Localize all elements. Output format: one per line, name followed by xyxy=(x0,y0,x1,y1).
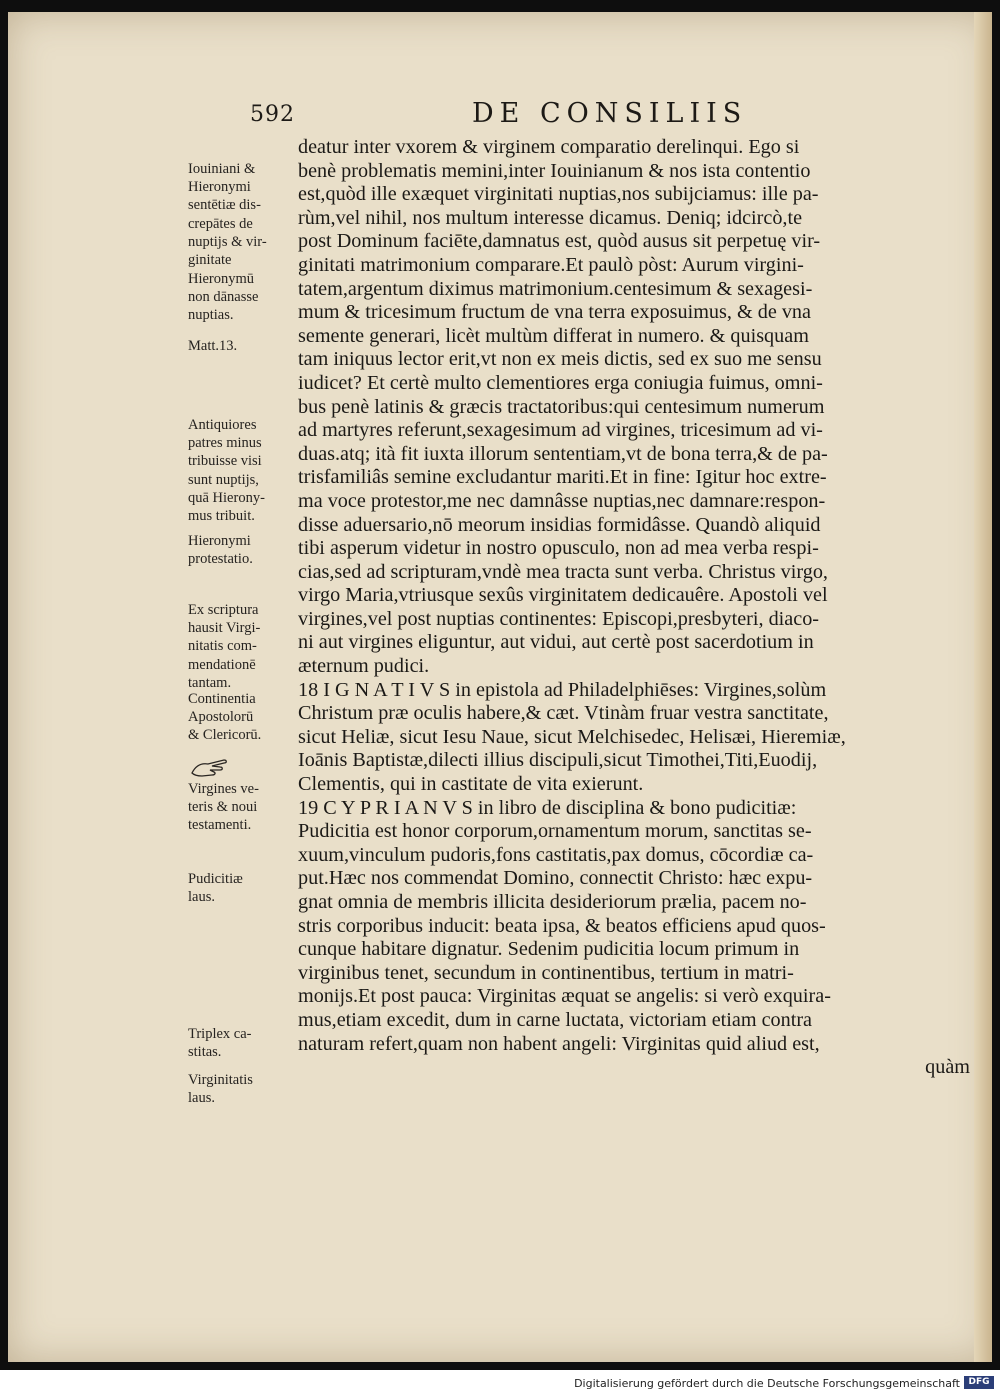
text-line: sicut Heliæ, sicut Iesu Naue, sicut Melchisedec, Helisæi, Hieremiæ, xyxy=(298,725,846,748)
text-line: virgo Maria,vtriusque sexûs virginitatem dedicauêre. Apostoli vel xyxy=(298,584,828,607)
margin-note: Continentia Apostolorū & Clericorū. xyxy=(188,691,262,744)
margin-note: Iouiniani & Hieronymi sentētiæ dis- crepātes de nuptijs & vir- ginitate xyxy=(188,161,267,269)
text-line: est,quòd ille exæquet virginitati nuptias,nos subijciamus: ille pa- xyxy=(298,183,819,206)
text-line: cias,sed ad scripturam,vndè mea tracta sunt verba. Christus virgo, xyxy=(298,560,828,583)
page-number: 592 xyxy=(250,102,295,127)
text-line: ad martyres referunt,sexagesimum ad virgines, tricesimum ad vi- xyxy=(298,419,823,442)
text-line: ni aut virgines eliguntur, aut vidui, aut certè post sacerdotium in xyxy=(298,631,814,654)
dfg-logo: DFG xyxy=(964,1376,994,1389)
text-line: cunque habitare dignatur. Sedenim pudicitia locum primum in xyxy=(298,938,800,961)
text-line: tatem,argentum diximus matrimonium.centesimum & sexagesi- xyxy=(298,277,813,300)
text-line: virgines,vel post nuptias continentes: Episcopi,presbyteri, diaco- xyxy=(298,607,820,630)
margin-note: Virgines ve- teris & noui testamenti. xyxy=(188,781,259,834)
text-line: put.Hæc nos commendat Domino, connectit Christo: hæc expu- xyxy=(298,867,813,890)
margin-note: Pudicitiæ laus. xyxy=(188,871,243,906)
text-line: trisfamiliâs semine excludantur mariti.Et in fine: Igitur hoc extre- xyxy=(298,466,827,489)
text-line: deatur inter vxorem & virginem comparatio derelinqui. Ego si xyxy=(298,136,800,158)
main-text-column xyxy=(298,136,970,1080)
text-line: semente generari, licèt multùm differat in numero. & quisquam xyxy=(298,324,809,347)
text-line: Clementis, qui in castitate de vita exierunt. xyxy=(298,773,644,796)
text-line: mum & tricesimum fructum de vna terra exposuimus, & de vna xyxy=(298,301,811,324)
catchword: quàm xyxy=(925,1056,970,1079)
text-line: Pudicitia est honor corporum,ornamentum morum, sanctitas se- xyxy=(298,820,812,843)
page-header xyxy=(250,98,800,132)
text-line: tam iniquus lector erit,vt non ex meis dictis, sed ex suo me sensu xyxy=(298,348,822,371)
text-line: gnat omnia de membris illicita desideriorum prælia, pacem no- xyxy=(298,891,807,913)
margin-note: Ex scriptura hausit Virgi- nitatis com- mendationē tantam. xyxy=(188,602,261,691)
margin-note: Antiquiores patres minus tribuisse visi sunt nuptijs, quā Hierony- mus tribuit. xyxy=(188,417,265,525)
text-line: ginitati matrimonium comparare.Et paulò pòst: Aurum virgini- xyxy=(298,253,804,276)
running-title: DE CONSILIIS xyxy=(472,98,748,129)
text-line: iudicet? Et certè multo clementiores erga coniugia fuimus, omni- xyxy=(298,371,823,394)
text-line: Ioānis Baptistæ,dilecti illius discipuli,sicut Timothei,Titi,Euodij, xyxy=(298,749,818,772)
section-heading-ignatius: 18 I G N A T I V S in epistola ad Philadelphiēses: Virgines,solùm xyxy=(298,678,827,701)
page-edge-shadow xyxy=(974,12,992,1362)
text-line: mus,etiam excedit, dum in carne luctata, victoriam etiam contra xyxy=(298,1008,813,1031)
text-line: naturam refert,quam non habent angeli: Virginitas quid aliud est, xyxy=(298,1032,820,1055)
text-line: ma voce protestor,me nec damnâsse nuptias,nec damnare:respon- xyxy=(298,489,826,512)
margin-note: Hieronymi protestatio. xyxy=(188,533,253,568)
funding-credit: Digitalisierung gefördert durch die Deutsche Forschungsgemeinschaft xyxy=(574,1377,960,1390)
margin-notes xyxy=(188,155,292,1115)
text-line: rùm,vel nihil, nos multum interesse dicamus. Deniq; idcircò,te xyxy=(298,206,803,229)
margin-note: Virginitatis laus. xyxy=(188,1072,253,1107)
text-line: xuum,vinculum pudoris,fons castitatis,pax domus, cōcordiæ ca- xyxy=(298,843,814,866)
margin-note: Matt.13. xyxy=(188,338,238,354)
pointing-hand-icon xyxy=(190,755,230,781)
text-line: bus penè latinis & græcis tractatoribus:qui centesimum numerum xyxy=(298,395,825,418)
margin-note: Hieronymū non dānasse nuptias. xyxy=(188,271,259,324)
text-line: disse aduersario,nō meorum insidias formidâsse. Quandò aliquid xyxy=(298,513,821,536)
text-line: stris corporibus inducit: beata ipsa, & beatos efficiens apud quos- xyxy=(298,914,826,937)
margin-note: Triplex ca- stitas. xyxy=(188,1026,252,1061)
footer-bar xyxy=(0,1370,1000,1396)
text-line: tibi asperum videtur in nostro opusculo, non ad mea verba respi- xyxy=(298,537,819,560)
section-heading-cyprianus: 19 C Y P R I A N V S in libro de disciplina & bono pudicitiæ: xyxy=(298,796,797,819)
text-line: Christum præ oculis habere,& cæt. Vtinàm fruar vestra sanctitate, xyxy=(298,702,829,725)
text-line: monijs.Et post pauca: Virginitas æquat se angelis: si verò exquira- xyxy=(298,985,831,1008)
text-line: post Dominum faciēte,damnatus est, quòd ausus sit perpetuę vir- xyxy=(298,230,821,253)
text-line: duas.atq; ità fit iuxta illorum sententiam,vt de bona terra,& de pa- xyxy=(298,442,828,465)
text-line: virginibus tenet, secundum in continentibus, tertium in matri- xyxy=(298,961,794,984)
text-line: benè problematis memini,inter Iouinianum & nos ista contentio xyxy=(298,159,811,182)
text-line: æternum pudici. xyxy=(298,655,430,678)
